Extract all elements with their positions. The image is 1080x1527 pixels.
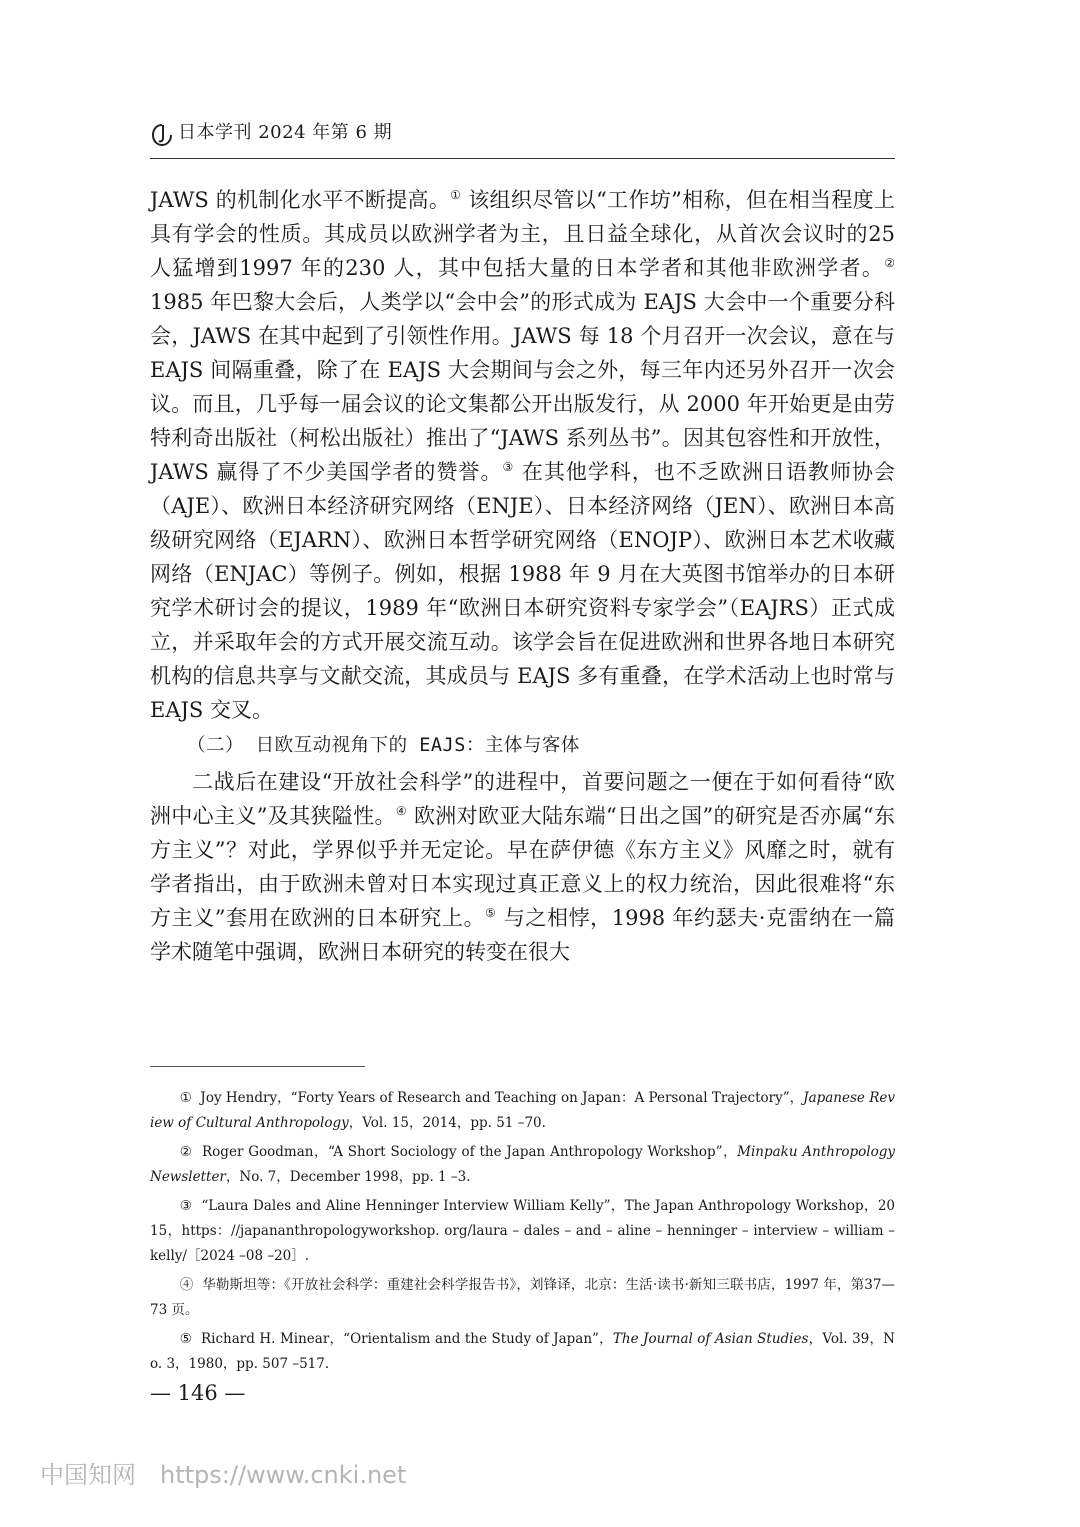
- footnote-text-end: ，Vol. 39，No. 3，1980，pp. 507 –517.: [150, 1331, 895, 1372]
- footnote-text: “Laura Dales and Aline Henninger Interview William Kelly”，The Japan Anthropology Workshop，2015，https：//japananthropologyworkshop. org/laura – dales – and – aline – henninger – interview – william – kelly/［2024 –08 –20］.: [150, 1198, 895, 1264]
- footnote-5: [150, 1327, 895, 1377]
- footnote-text: 华勒斯坦等：《开放社会科学：重建社会科学报告书》，刘锋译，北京：生活·读书·新知三联书店，1997 年，第37—73 页。: [150, 1277, 895, 1318]
- footnote-ref-2[interactable]: ②: [884, 256, 895, 270]
- footnote-3: [150, 1194, 895, 1269]
- cnki-watermark: [40, 1457, 406, 1493]
- paragraph-1-text-2: 该组织尽管以“工作坊”相称，但在相当程度上具有学会的性质。其成员以欧洲学者为主，且日益全球化，从首次会议时的25 人猛增到1997 年的230 人，其中包括大量的日本学者和其他非欧洲学者。: [150, 188, 895, 280]
- footnote-marker: ⑤: [179, 1331, 192, 1347]
- journal-logo-icon: [150, 122, 174, 148]
- footnote-marker: ③: [179, 1198, 193, 1214]
- footnote-divider: [150, 1066, 365, 1067]
- footnote-ref-3[interactable]: ③: [502, 460, 515, 474]
- footnote-ref-5[interactable]: ⑤: [485, 906, 497, 920]
- paragraph-1-text-1: JAWS 的机制化水平不断提高。: [150, 188, 451, 212]
- paragraph-2-text-3: 与之相悖，1998 年约瑟夫·克雷纳在一篇学术随笔中强调，欧洲日本研究的转变在很大: [150, 906, 895, 964]
- footnote-italic-title: Minpaku Anthropology Newsletter: [150, 1144, 896, 1185]
- footnote-2: [150, 1140, 895, 1190]
- footnote-4: [150, 1273, 895, 1323]
- footnote-text: Roger Goodman，“A Short Sociology of the Japan Anthropology Workshop”，: [202, 1144, 738, 1160]
- paragraph-2: [150, 765, 895, 969]
- footnote-italic-title: The Journal of Asian Studies: [612, 1331, 809, 1347]
- watermark-brand: 中国知网: [40, 1461, 136, 1489]
- footnote-marker: ④: [179, 1277, 194, 1293]
- article-body: [150, 183, 895, 969]
- footnote-1: [150, 1086, 895, 1136]
- footnote-text-end: ，No. 7，December 1998，pp. 1 –3.: [225, 1169, 471, 1185]
- paragraph-1: [150, 183, 895, 727]
- paragraph-1-text-3: 1985 年巴黎大会后，人类学以“会中会”的形式成为 EAJS 大会中一个重要分科会，JAWS 在其中起到了引领性作用。JAWS 每 18 个月召开一次会议，意在与 EAJS 间隔重叠，除了在 EAJS 大会期间与会之外，每三年内还另外召开一次会议。而且，几乎每一届会议的论文集都公开出版发行，从 2000 年开始更是由劳特利奇出版社（柯松出版社）推出了“JAWS 系列丛书”。因其包容性和开放性，JAWS 赢得了不少美国学者的赞誉。: [150, 290, 895, 484]
- journal-title: 日本学刊 2024 年第 6 期: [178, 122, 393, 143]
- footnote-text: Richard H. Minear，“Orientalism and the Study of Japan”，: [201, 1331, 613, 1347]
- footnote-text-end: ，Vol. 15，2014，pp. 51 –70.: [348, 1115, 546, 1131]
- footnotes: [150, 1086, 895, 1381]
- footnote-ref-4[interactable]: ④: [395, 804, 407, 818]
- section-heading: （二） 日欧互动视角下的 EAJS：主体与客体: [187, 735, 580, 756]
- footnote-italic-title: Japanese Review of Cultural Anthropology: [150, 1090, 895, 1131]
- page-number: — 146 —: [150, 1381, 246, 1405]
- paragraph-1-text-4: 在其他学科，也不乏欧洲日语教师协会（AJE）、欧洲日本经济研究网络（ENJE）、日本经济网络（JEN）、欧洲日本高级研究网络（EJARN）、欧洲日本哲学研究网络（ENOJP）、欧洲日本艺术收藏网络（ENJAC）等例子。例如，根据 1988 年 9 月在大英图书馆举办的日本研究学术研讨会的提议，1989 年“欧洲日本研究资料专家学会”（EAJRS）正式成立，并采取年会的方式开展交流互动。该学会旨在促进欧洲和世界各地日本研究机构的信息共享与文献交流，其成员与 EAJS 多有重叠，在学术活动上也时常与 EAJS 交叉。: [150, 460, 895, 722]
- footnote-marker: ①: [179, 1090, 192, 1106]
- paragraph-2-text-1: 二战后在建设“开放社会科学”的进程中，首要问题之一便在于如何看待“欧洲中心主义”及其狭隘性。: [150, 770, 895, 828]
- running-header: [150, 118, 895, 159]
- footnote-marker: ②: [179, 1144, 193, 1160]
- footnote-ref-1[interactable]: ①: [450, 188, 462, 202]
- footnote-text: Joy Hendry，“Forty Years of Research and Teaching on Japan：A Personal Trajectory”，: [200, 1090, 804, 1106]
- watermark-url[interactable]: https://www.cnki.net: [160, 1461, 407, 1489]
- paragraph-2-text-2: 欧洲对欧亚大陆东端“日出之国”的研究是否亦属“东方主义”？对此，学界似乎并无定论。早在萨伊德《东方主义》风靡之时，就有学者指出，由于欧洲未曾对日本实现过真正意义上的权力统治，因此很难将“东方主义”套用在欧洲的日本研究上。: [150, 804, 895, 930]
